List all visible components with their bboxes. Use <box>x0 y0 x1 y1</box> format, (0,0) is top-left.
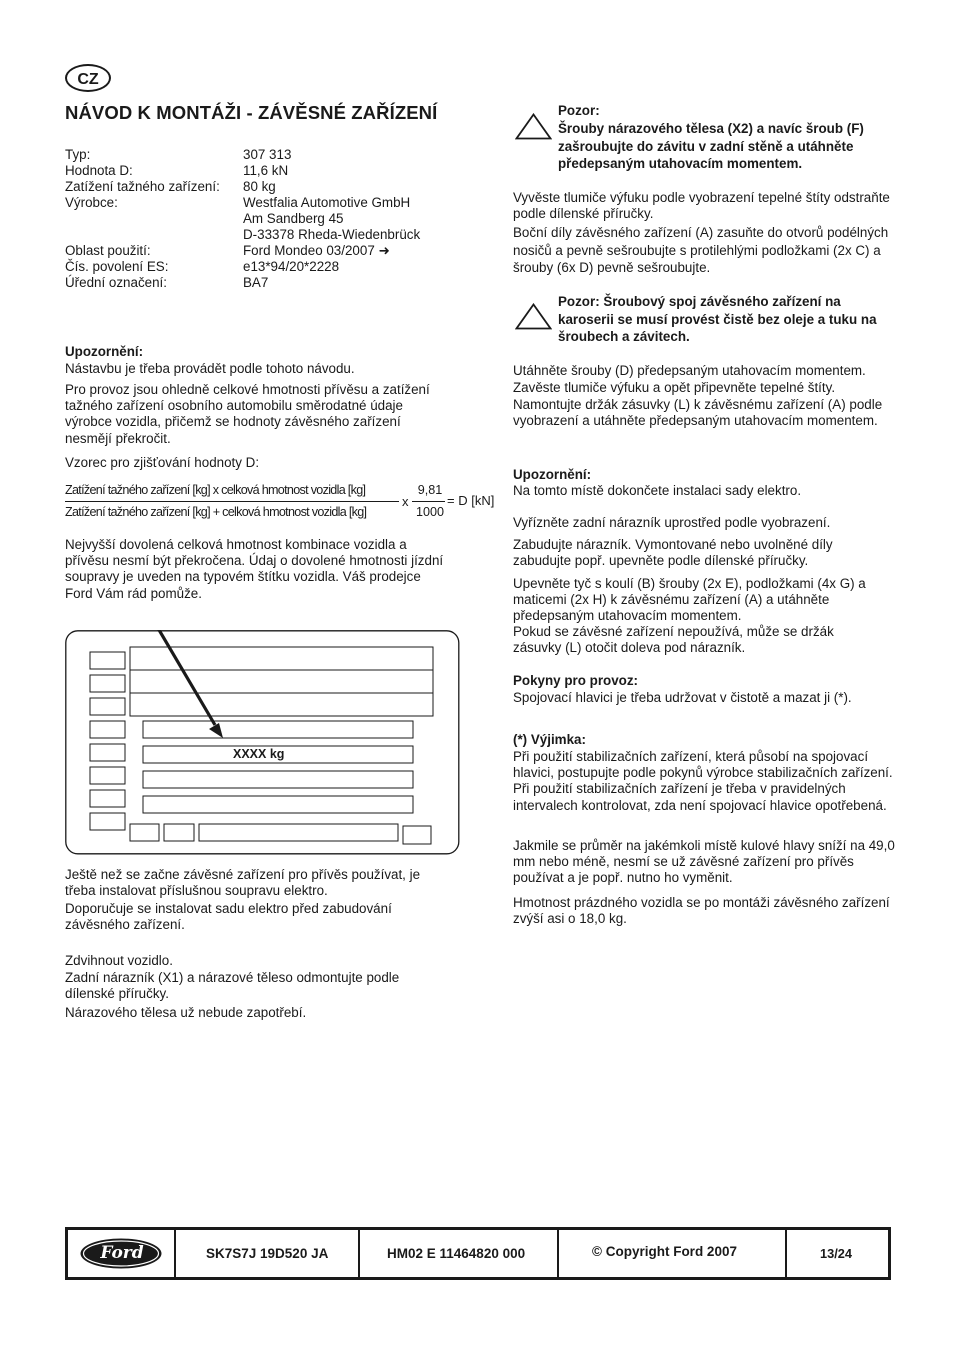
notice-text: Nástavbu je třeba provádět podle tohoto návodu. <box>65 361 355 376</box>
operation-text: Pro provoz jsou ohledně celkové hmotnosti přívěsu a zatížení tažného zařízení osobního automobilu směrodatné údaje výrobce vozidla, přičemž se hodnoty závěsného zařízení nesmějí překročit. <box>65 382 430 446</box>
fraction-line <box>65 501 399 502</box>
warning1-text: Šrouby nárazového tělesa (X2) a navíc šroub (F) zašroubujte do závitu v zadní stěně a utáhněte předepsaným utahovacím momentem. <box>558 121 864 171</box>
bumper-install-text: Zabudujte nárazník. Vymontované nebo uvolněné díly zabudujte popř. upevněte podle dílenské příručky. <box>513 537 833 569</box>
spec-label: Hodnota D: <box>65 163 133 178</box>
spec-value: 11,6 kN <box>243 163 289 178</box>
impact-body-text: Nárazového tělesa už nebude zapotřebí. <box>65 1005 307 1020</box>
spec-value: e13*94/20*2228 <box>243 259 340 274</box>
footer-page-number: 13/24 <box>785 1230 888 1277</box>
footer-copyright: © Copyright Ford 2007 <box>557 1230 785 1277</box>
spec-label: Zatížení tažného zařízení: <box>65 179 220 194</box>
electro-recommendation: Doporučuje se instalovat sadu elektro před zabudování závěsného zařízení. <box>65 901 392 933</box>
footer-doc-number: HM02 E 11464820 000 <box>358 1230 557 1277</box>
notice2-heading: Upozornění: <box>513 467 592 482</box>
bumper-cut-text: Vyřízněte zadní nárazník uprostřed podle vyobrazení. <box>513 515 831 530</box>
formula-result: = D [kN] <box>447 493 495 508</box>
formula-numerator: Zatížení tažného zařízení [kg] x celková hmotnost vozidla [kg] <box>65 483 366 497</box>
operation-heading: Pokyny pro provoz: <box>513 673 638 688</box>
spec-label: Výrobce: <box>65 195 118 210</box>
notice2-text: Na tomto místě dokončete instalaci sady elektro. <box>513 483 802 498</box>
type-plate-illustration <box>65 630 460 855</box>
ford-logo-text: Ford <box>100 1243 144 1263</box>
footer-part-number: SK7S7J 19D520 JA <box>174 1230 358 1277</box>
weight-text: Hmotnost prázdného vozidla se po montáži závěsného zařízení zvýší asi o 18,0 kg. <box>513 895 890 927</box>
diameter-text: Jakmile se průměr na jakémkoli místě kulové hlavy sníží na 49,0 mm nebo méně, nesmí se už závěsné zařízení pro přívěs používat a je popř. nutno ho vyměnit. <box>513 838 895 886</box>
language-badge: CZ <box>65 64 111 92</box>
ball-bar-text: Upevněte tyč s koulí (B) šrouby (2x E), podložkami (4x G) a maticemi (2x H) k závěsnému zařízení (A) a utáhněte předepsaným utahovacím momentem. <box>513 576 866 624</box>
socket-text: Pokud se závěsné zařízení nepoužívá, může se držák zásuvky (L) otočit doleva pod nárazník. <box>513 624 834 656</box>
spec-value: Westfalia Automotive GmbH Am Sandberg 45 D-33378 Rheda-Wiedenbrück <box>243 195 421 243</box>
spec-value: Ford Mondeo 03/2007 ➜ <box>243 243 390 258</box>
warning-triangle-icon <box>515 303 552 330</box>
exception-heading: (*) Výjimka: <box>513 732 586 747</box>
type-plate-diagram <box>65 630 460 855</box>
plate-weight-label: XXXX kg <box>233 747 285 761</box>
formula-divisor: 1000 <box>415 505 445 519</box>
formula-times: x <box>402 494 409 509</box>
warning1-heading: Pozor: <box>558 103 600 118</box>
footer-logo-cell <box>68 1230 174 1277</box>
spec-value: BA7 <box>243 275 269 290</box>
footer-table <box>65 1227 891 1280</box>
exhaust-text: Vyvěste tlumiče výfuku podle vyobrazení tepelné štíty odstraňte podle dílenské příručky. <box>513 190 890 222</box>
side-parts-text: Boční díly závěsného zařízení (A) zasuňte do otvorů podélných nosičů a pevně sešroubujte s protilehlými podložkami (2x C) a šrouby (6x D) pevně sešroubujte. <box>513 225 889 275</box>
page-title: NÁVOD K MONTÁŽI - ZÁVĚSNÉ ZAŘÍZENÍ <box>65 102 438 123</box>
exception-text: Při použití stabilizačních zařízení, která působí na spojovací hlavici, postupujte podle pokynů výrobce stabilizačních zařízení. Při použití stabilizačních zařízení je třeba v pravidelných intervalech kontrolovat, zda není spojovací hlavice opotřebená. <box>513 749 893 813</box>
electro-text: Ještě než se začne závěsné zařízení pro přívěs používat, je třeba instalovat příslušnou soupravu elektro. <box>65 867 421 899</box>
d-value-formula <box>65 482 505 522</box>
tighten-text: Utáhněte šrouby (D) předepsaným utahovacím momentem. Zavěste tlumiče výfuku a opět připevněte tepelné štíty. Namontujte držák zásuvky (L) k závěsnému zařízení (A) podle vyobrazení a utáhněte předepsaným utahovacím momentem. <box>513 363 883 429</box>
spec-label: Úřední označení: <box>65 275 167 290</box>
spec-label: Oblast použití: <box>65 243 151 258</box>
lift-vehicle-text: Zdvihnout vozidlo. <box>65 953 173 968</box>
warning-triangle-icon <box>515 113 552 140</box>
spec-label: Typ: <box>65 147 91 162</box>
warning2-text: Pozor: Šroubový spoj závěsného zařízení na karoserii se musí provést čistě bez oleje a tuku na šroubech a závitech. <box>558 294 877 344</box>
spec-value: 80 kg <box>243 179 276 194</box>
formula-gravity: 9,81 <box>417 483 443 497</box>
remove-bumper-text: Zadní nárazník (X1) a nárazové těleso odmontujte podle dílenské příručky. <box>65 970 400 1002</box>
notice-heading: Upozornění: <box>65 344 144 359</box>
spec-label: Čís. povolení ES: <box>65 259 169 274</box>
max-weight-text: Nejvyšší dovolená celková hmotnost kombinace vozidla a přívěsu nesmí být překročena. Údaj o dovolené hmotnosti jízdní soupravy je uveden na typovém štítku vozidla. Váš prodejce Ford Vám rád pomůže. <box>65 537 444 601</box>
spec-value: 307 313 <box>243 147 292 162</box>
operation-instructions: Spojovací hlavici je třeba udržovat v čistotě a mazat ji (*). <box>513 690 852 705</box>
formula-intro: Vzorec pro zjišťování hodnoty D: <box>65 455 260 470</box>
fraction-line <box>412 501 445 502</box>
formula-denominator: Zatížení tažného zařízení [kg] + celková hmotnost vozidla [kg] <box>65 505 367 519</box>
